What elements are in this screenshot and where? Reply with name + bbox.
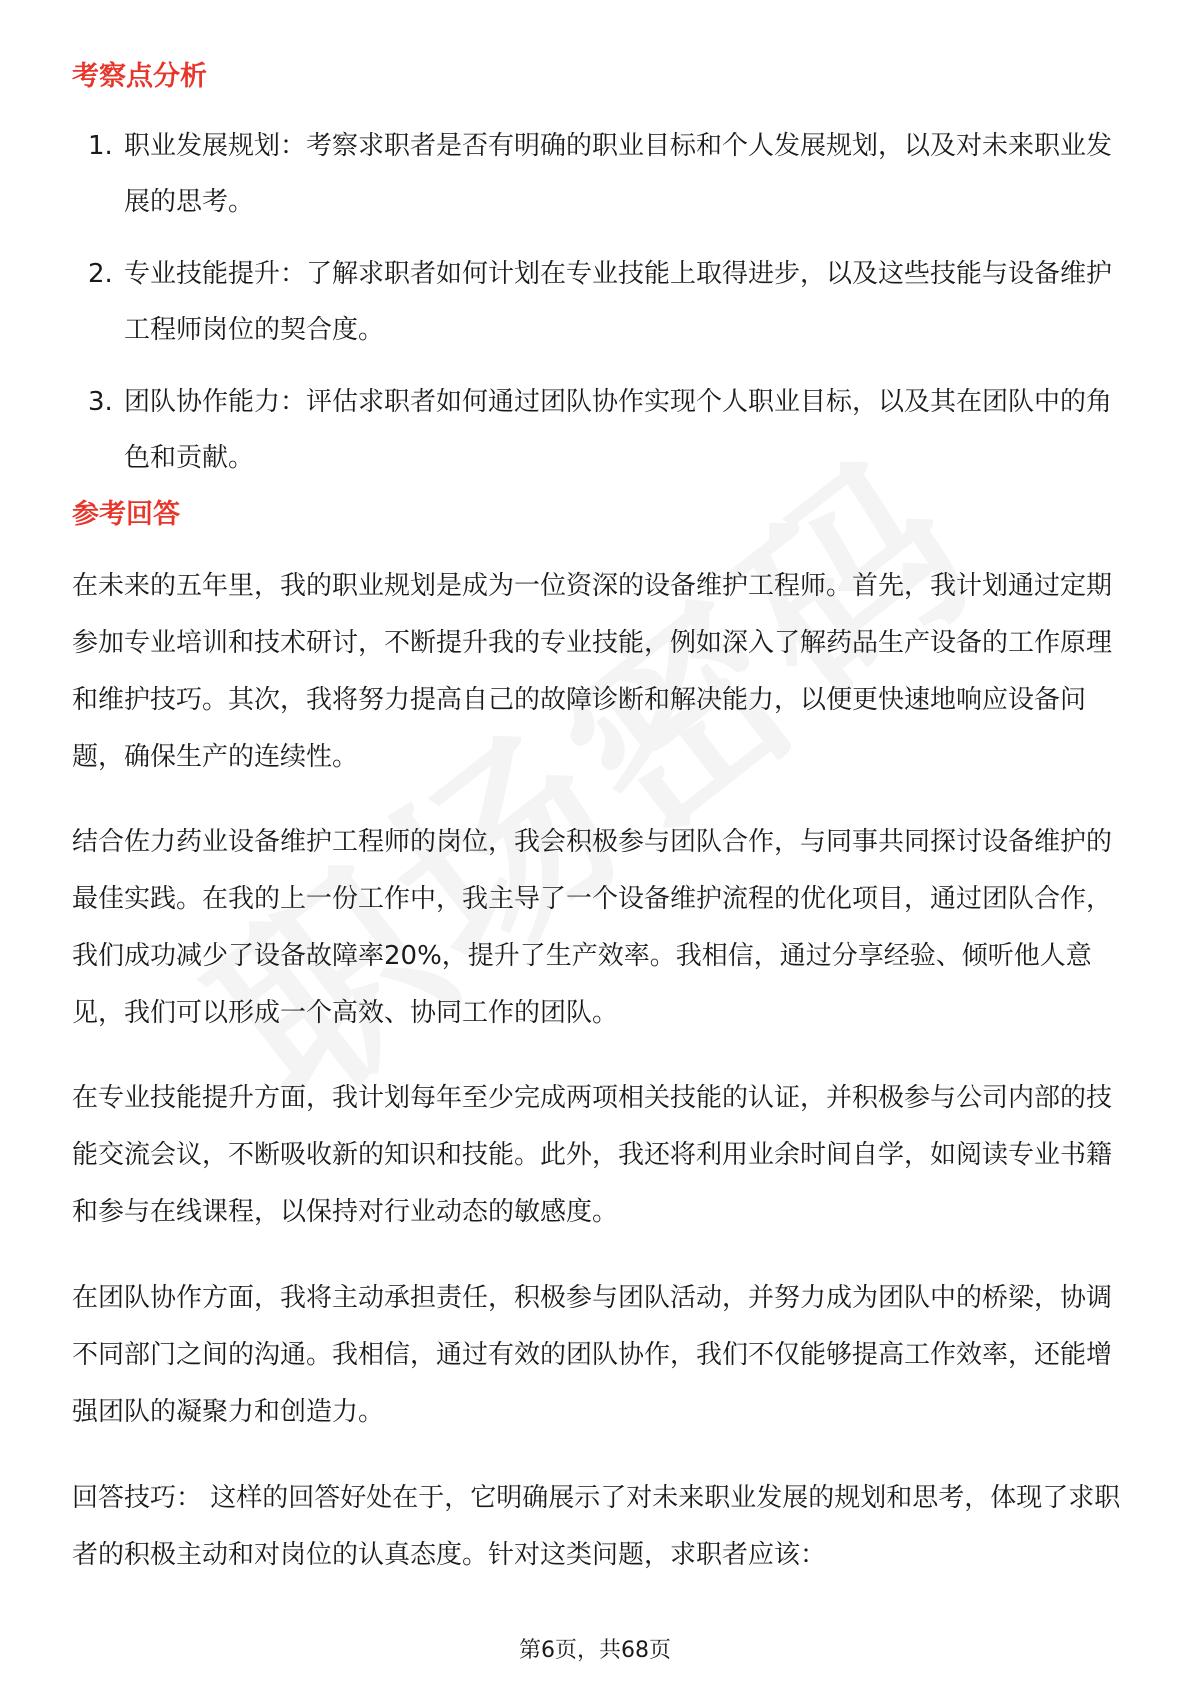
list-item — [72, 246, 1122, 358]
list-item-number: 3. — [88, 387, 113, 417]
answer-paragraph: 在团队协作方面，我将主动承担责任，积极参与团队活动，并努力成为团队中的桥梁，协调不同部门之间的沟通。我相信，通过有效的团队协作，我们不仅能够提高工作效率，还能增强团队的凝聚力和创造力。 — [72, 1283, 1113, 1427]
answer-paragraph: 在未来的五年里，我的职业规划是成为一位资深的设备维护工程师。首先，我计划通过定期参加专业培训和技术研讨，不断提升我的专业技能，例如深入了解药品生产设备的工作原理和维护技巧。其次，我将努力提高自己的故障诊断和解决能力，以便更快速地响应设备问题，确保生产的连续性。 — [72, 571, 1113, 772]
list-item-text: 职业发展规划：考察求职者是否有明确的职业目标和个人发展规划，以及对未来职业发展的思考。 — [124, 131, 1113, 217]
answer-paragraph: 结合佐力药业设备维护工程师的岗位，我会积极参与团队合作，与同事共同探讨设备维护的最佳实践。在我的上一份工作中，我主导了一个设备维护流程的优化项目，通过团队合作，我们成功减少了设备故障率20%，提升了生产效率。我相信，通过分享经验、倾听他人意见，我们可以形成一个高效、协同工作的团队。 — [72, 827, 1113, 1028]
answer-section-title: 参考回答 — [72, 499, 180, 530]
page-number-footer: 第6页，共68页 — [519, 1638, 671, 1663]
list-item-number: 1. — [88, 131, 113, 161]
answer-paragraph: 在专业技能提升方面，我计划每年至少完成两项相关技能的认证，并积极参与公司内部的技能交流会议，不断吸收新的知识和技能。此外，我还将利用业余时间自学，如阅读专业书籍和参与在线课程，以保持对行业动态的敏感度。 — [72, 1083, 1113, 1227]
list-item-text: 专业技能提升：了解求职者如何计划在专业技能上取得进步，以及这些技能与设备维护工程师岗位的契合度。 — [124, 259, 1113, 345]
list-item — [72, 118, 1122, 230]
analysis-section-title: 考察点分析 — [72, 61, 207, 92]
list-item — [72, 374, 1122, 486]
answer-tips-paragraph: 回答技巧： 这样的回答好处在于，它明确展示了对未来职业发展的规划和思考，体现了求职者的积极主动和对岗位的认真态度。针对这类问题，求职者应该： — [72, 1483, 1121, 1570]
list-item-number: 2. — [88, 259, 113, 289]
analysis-points-list — [72, 118, 1122, 502]
list-item-text: 团队协作能力：评估求职者如何通过团队协作实现个人职业目标，以及其在团队中的角色和贡献。 — [124, 387, 1113, 473]
